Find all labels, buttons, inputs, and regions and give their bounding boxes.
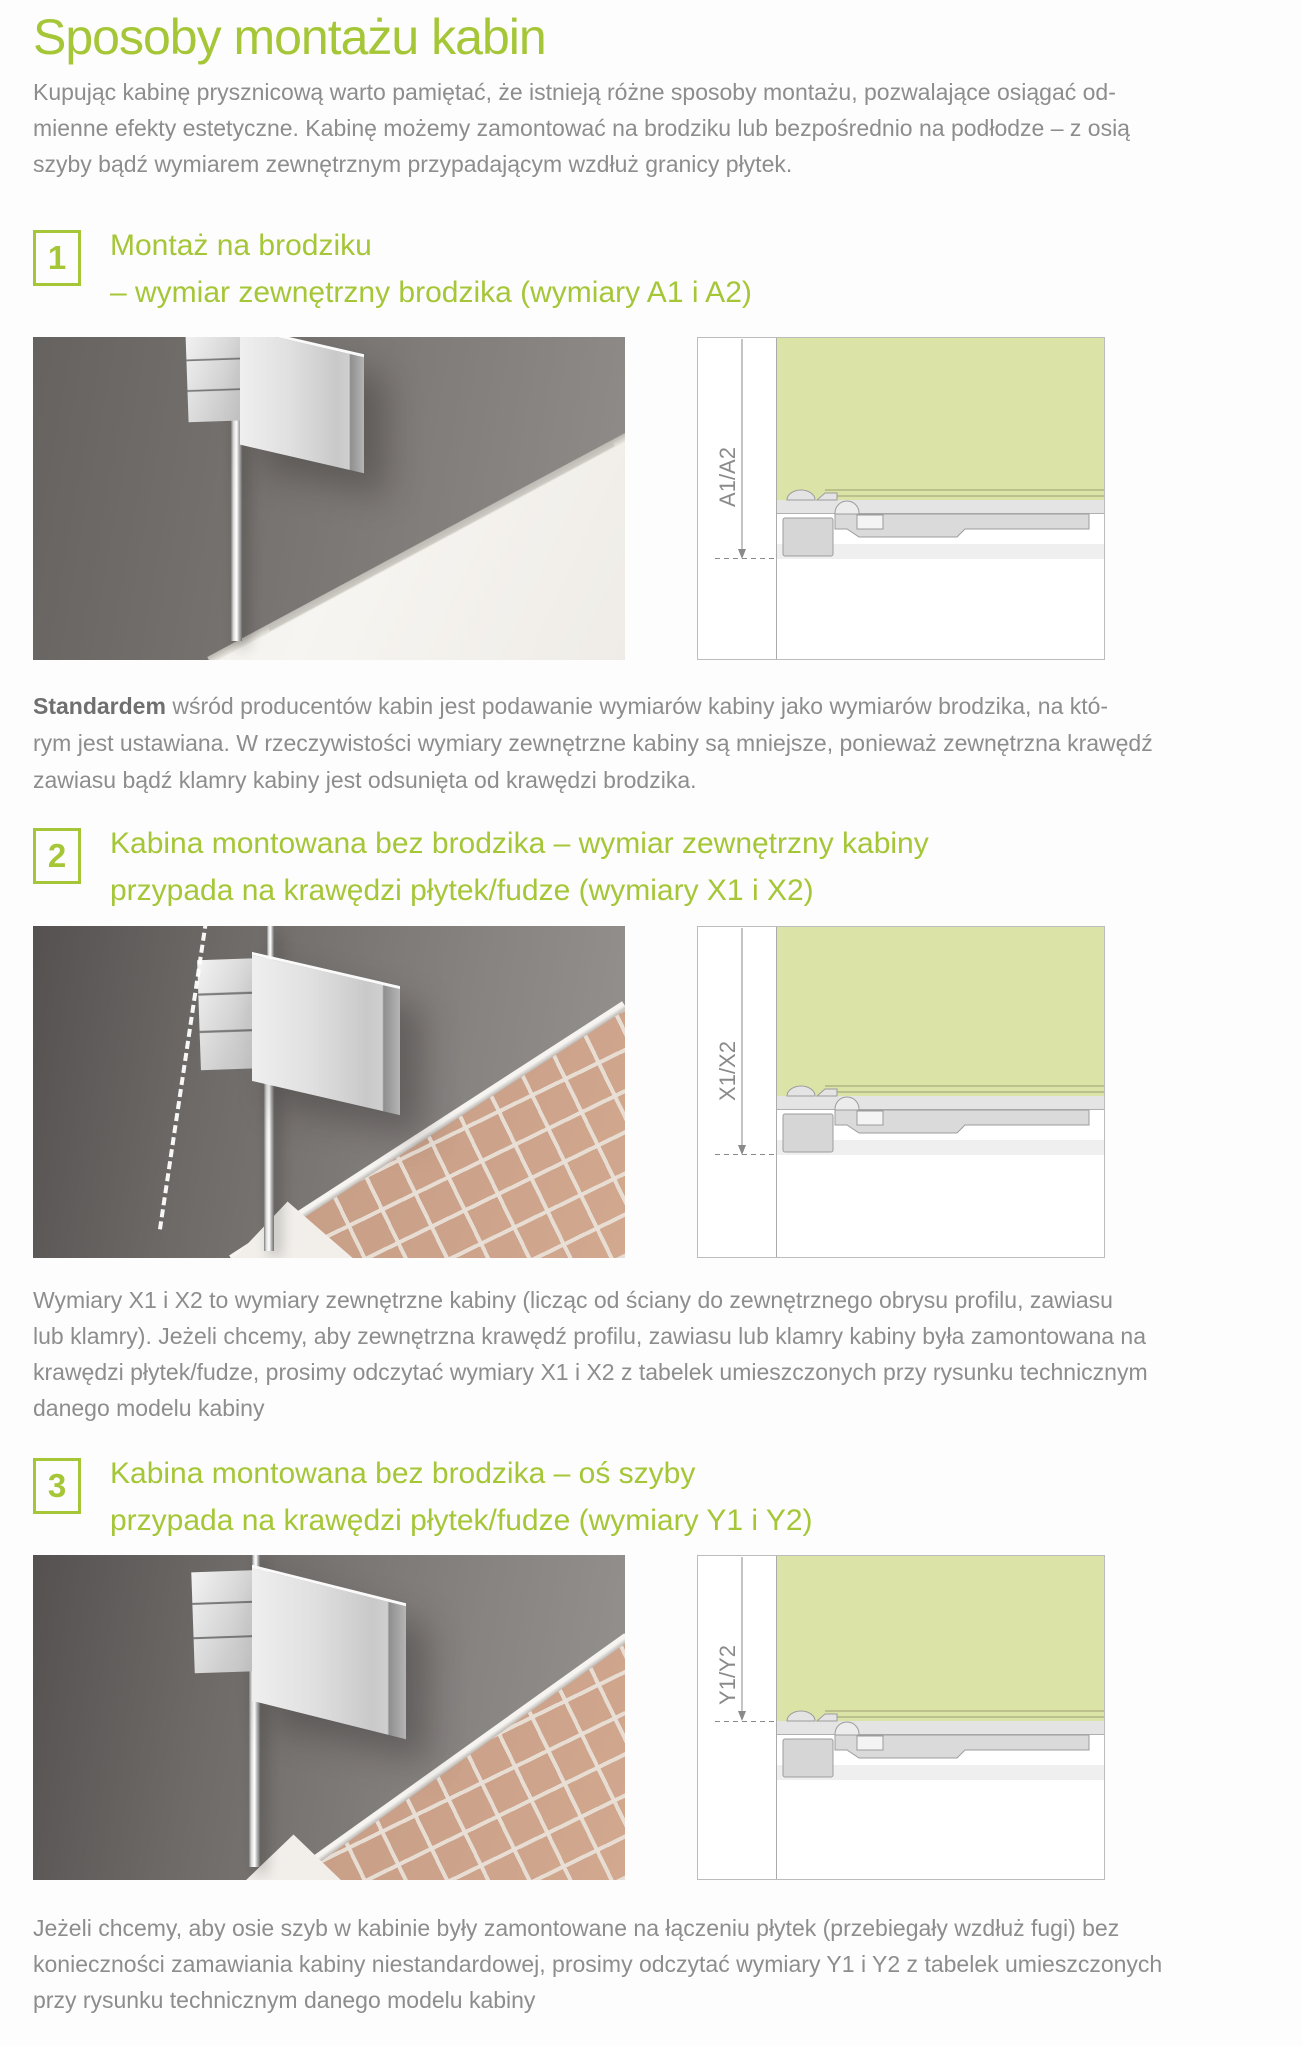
tray-profile-section [777,490,1104,559]
body-line: Jeżeli chcemy, aby osie szyb w kabinie były zamontowane na łączeniu płytek (przebiegały wzdłuż fugi) bez [33,1915,1120,1941]
tray-profile-section [777,1711,1104,1780]
body-line: konieczności zamawiania kabiny niestandardowej, prosimy odczytać wymiary Y1 i Y2 z tabelek umieszczonych [33,1951,1163,1977]
section-heading: przypada na krawędzi płytek/fudze (wymiary X1 i X2) [110,874,814,907]
diagram-a1a2 [697,337,1105,660]
photo-hinge-on-shower-tray [33,337,625,660]
section-heading: Kabina montowana bez brodzika – wymiar zewnętrzny kabiny [110,827,929,860]
intro-line: mienne efekty estetyczne. Kabinę możemy zamontować na brodziku lub bezpośrednio na podłodze – z osią [33,115,1130,141]
cross-section-diagram [697,337,1105,660]
glass-panel [777,927,1104,1096]
section-number-badge: 1 [33,230,81,286]
body-line: Wymiary X1 i X2 to wymiary zewnętrzne kabiny (licząc od ściany do zewnętrznego obrysu profilu, zawiasu [33,1287,1113,1313]
body-line: rym jest ustawiana. W rzeczywistości wymiary zewnętrzne kabiny są mniejsze, ponieważ zewnętrzna krawędź [33,730,1153,756]
tray-profile-section [777,1086,1104,1155]
body-line [33,688,1108,724]
photo-hinge-on-tiles [33,1555,625,1880]
glass-panel [777,1556,1104,1721]
body-text: wśród producentów kabin jest podawanie wymiarów kabiny jako wymiarów brodzika, na któ- [165,693,1109,719]
diagram-y1y2 [697,1555,1105,1880]
section-heading: przypada na krawędzi płytek/fudze (wymiary Y1 i Y2) [110,1504,813,1537]
body-line: danego modelu kabiny [33,1395,265,1421]
section-number-badge: 2 [33,828,81,884]
body-line: zawiasu bądź klamry kabiny jest odsunięta od krawędzi brodzika. [33,767,697,793]
dimension-label: X1/X2 [715,1041,740,1101]
page-title: Sposoby montażu kabin [33,9,546,65]
cross-section-diagram [697,926,1105,1258]
diagram-x1x2 [697,926,1105,1258]
dimension-label: A1/A2 [715,447,740,507]
section-number-badge: 3 [33,1458,81,1514]
intro-line: Kupując kabinę prysznicową warto pamiętać, że istnieją różne sposoby montażu, pozwalające osiągać od- [33,79,1116,105]
section-heading: – wymiar zewnętrzny brodzika (wymiary A1 i A2) [110,276,752,309]
body-line: krawędzi płytek/fudze, prosimy odczytać wymiary X1 i X2 z tabelek umieszczonych przy rysunku technicznym [33,1359,1148,1385]
lead-word: Standardem [33,693,166,719]
cross-section-diagram [697,1555,1105,1880]
section-heading: Montaż na brodziku [110,229,372,262]
glass-panel [777,338,1104,500]
section-heading: Kabina montowana bez brodzika – oś szyby [110,1457,696,1490]
body-line: przy rysunku technicznym danego modelu kabiny [33,1987,536,2013]
dimension-label: Y1/Y2 [715,1645,740,1705]
photo-hinge-on-tiles-dashed [33,926,625,1258]
intro-line: szyby bądź wymiarem zewnętrznym przypadającym wzdłuż granicy płytek. [33,151,793,177]
body-line: lub klamry). Jeżeli chcemy, aby zewnętrzna krawędź profilu, zawiasu lub klamry kabiny była zamontowana na [33,1323,1146,1349]
